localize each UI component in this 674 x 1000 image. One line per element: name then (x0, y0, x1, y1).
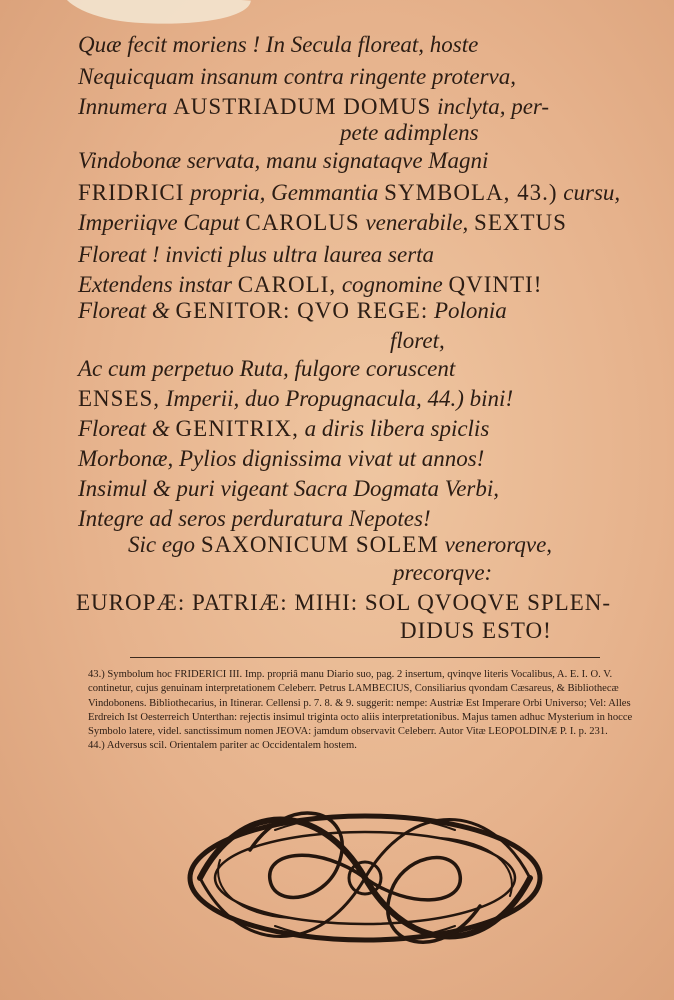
poem-line (78, 444, 484, 474)
poem-line (78, 354, 455, 384)
poem-line (393, 558, 492, 588)
poem-caps-segment: SAXONICUM SOLEM (200, 532, 439, 557)
poem-line (78, 240, 434, 270)
poem-line (78, 30, 478, 60)
poem-italic-segment: Sic ego (128, 532, 201, 557)
poem-caps-segment: DIDUS ESTO! (400, 618, 552, 643)
poem-italic-segment: Innumera (78, 94, 174, 119)
poem-italic-segment: Integre ad seros perduratura Nepotes! (78, 506, 431, 531)
poem-line (128, 530, 552, 560)
poem-italic-segment: Ac cum perpetuo Ruta, fulgore coruscent (78, 356, 456, 381)
poem-italic-segment: Floreat & (78, 416, 176, 441)
poem-line (78, 414, 489, 444)
poem-italic-segment: floret, (390, 328, 445, 353)
poem-line (390, 326, 445, 356)
poem-caps-segment: GENITRIX, (175, 416, 299, 441)
poem-italic-segment: venerorqve, (438, 532, 553, 557)
poem-line (78, 208, 567, 238)
poem-line (78, 474, 499, 504)
poem-caps-segment: CAROLUS (245, 210, 360, 235)
calligraphic-flourish-ornament (180, 790, 550, 965)
poem-line (78, 146, 488, 176)
poem-italic-segment: Floreat ! invicti plus ultra laurea serta (78, 242, 435, 267)
poem-caps-segment: EUROPÆ: PATRIÆ: MIHI: SOL QVOQVE SPLEN- (76, 590, 612, 615)
poem-italic-segment: pete adimplens (340, 120, 479, 145)
poem-italic-segment: propria, Gemmantia (184, 180, 385, 205)
poem-italic-segment: precorqve: (393, 560, 493, 585)
poem-italic-segment: Extendens instar (78, 272, 238, 297)
poem-line (78, 296, 507, 326)
poem-line (76, 588, 611, 618)
footnote-divider (130, 657, 600, 658)
poem-italic-segment: venerabile, (359, 210, 475, 235)
poem-italic-segment: Imperii, duo Propugnacula, 44.) bini! (160, 386, 514, 411)
poem-caps-segment: FRIDRICI (78, 180, 185, 205)
footnotes (88, 668, 633, 754)
footnote-43: 43.) Symbolum hoc FRIDERICI III. Imp. propriâ manu Diario suo, pag. 2 insertum, qvinqve literis Vocalibus, A. E. I. O. V. continetur, cujus genuinam interpretationem Celeberr. Petrus LAMBECIUS, Consiliarius qvondam Cæsareus, & Bibliothecæ Vindobonens. Bibliothecarius, in Itinerar. Cellensi p. 7. 8. & 9. suggerit: nempe: Austriæ Est Imperare Orbi Universo; Vel: Alles Erdreich Ist Oesterreich Unterthan: rejectis insimul triginta octo aliis interpretationibus. Majus tamen adhuc Mysterium in hocce Symbolo latere, videl. sanctissimum nomen JEOVA: jamdum observavit Celeberr. Autor Vitæ LEOPOLDINÆ P. I. p. 231. (88, 669, 633, 738)
poem-line (78, 62, 516, 92)
poem-caps-segment: GENITOR: QVO REGE: (175, 298, 429, 323)
poem-italic-segment: Quæ fecit moriens ! In Secula floreat, hoste (78, 32, 479, 57)
poem-italic-segment: Polonia (428, 298, 507, 323)
poem-italic-segment: Nequicquam insanum contra ringente proterva, (78, 64, 517, 89)
footnote-44: 44.) Adversus scil. Orientalem pariter ac Occidentalem hostem. (88, 740, 357, 752)
poem-italic-segment: Vindobonæ servata, manu signataqve Magni (78, 148, 489, 173)
poem-italic-segment: Imperiiqve Caput (78, 210, 246, 235)
poem-caps-segment: SYMBOLA, 43.) (384, 180, 558, 205)
poem-caps-segment: ENSES, (78, 386, 161, 411)
poem-caps-segment: CAROLI, (237, 272, 337, 297)
poem-line (340, 118, 479, 148)
poem-caps-segment: SEXTUS (474, 210, 567, 235)
poem-line (78, 178, 620, 208)
poem-italic-segment: Insimul & puri vigeant Sacra Dogmata Verbi, (78, 476, 499, 501)
poem-italic-segment: a diris libera spiclis (298, 416, 490, 441)
poem-italic-segment: inclyta, per- (431, 94, 550, 119)
poem-italic-segment: Floreat & (78, 298, 176, 323)
poem-italic-segment: cursu, (557, 180, 621, 205)
poem-caps-segment: QVINTI! (448, 272, 543, 297)
poem-line (78, 384, 513, 414)
poem-italic-segment: Morbonæ, Pylios dignissima vivat ut annos! (78, 446, 485, 471)
poem-line (400, 616, 552, 646)
poem-italic-segment: cognomine (336, 272, 449, 297)
poem-caps-segment: AUSTRIADUM DOMUS (173, 94, 432, 119)
